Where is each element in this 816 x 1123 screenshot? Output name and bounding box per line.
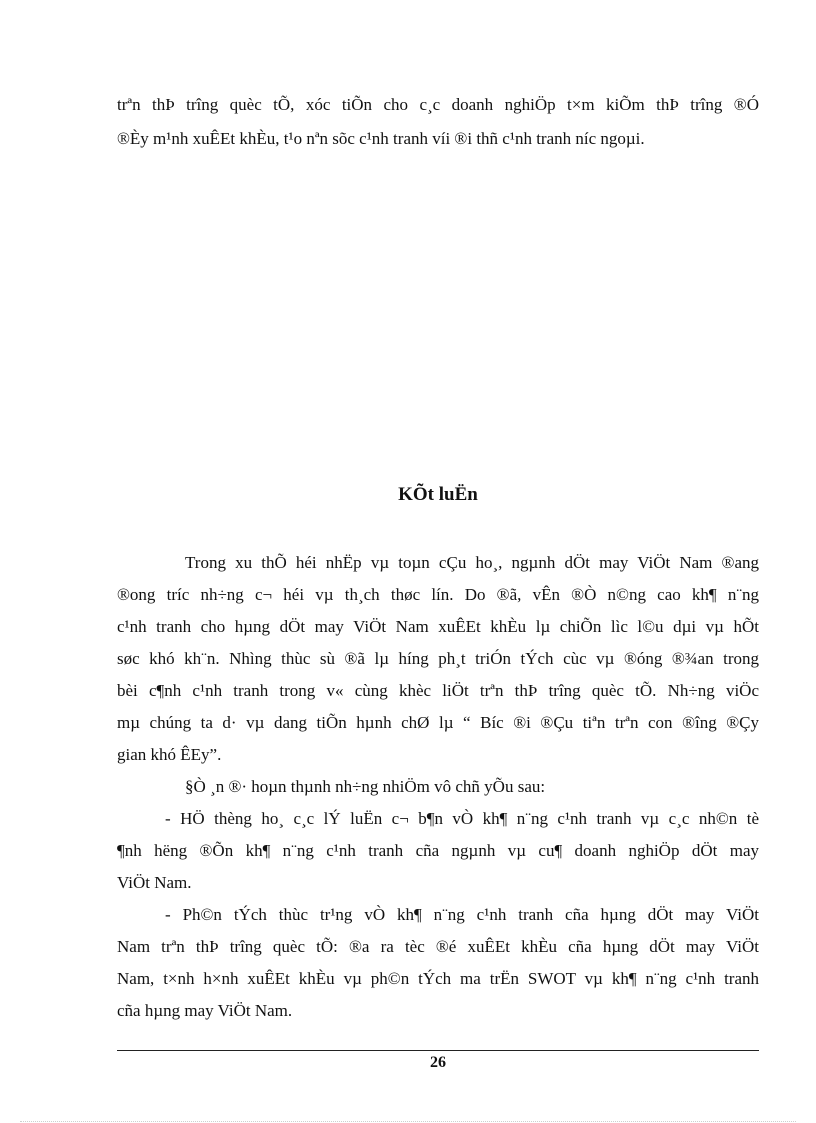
body-text-line: c¹nh tranh cho hµng dÖt may ViÖt Nam xuÊEt khÈu lµ chiÕn lìc l©u dµi vµ hÕt [117, 617, 759, 636]
list-item-line: ViÖt Nam. [117, 873, 192, 892]
section-heading: KÕt luËn [398, 484, 478, 505]
list-item-line: Nam trªn thÞ trîng quèc tÕ: ®a ra tèc ®é xuÊEt khÈu cña hµng dÖt may ViÖt [117, 937, 759, 956]
body-text-line: ®ong tríc nh÷ng c¬ héi vµ th¸ch thøc lín. Do ®ã, vÊn ®Ò n©ng cao kh¶ n¨ng [117, 585, 759, 604]
body-text-line: Trong xu thÕ héi nhËp vµ toµn cÇu ho¸, ngµnh dÖt may ViÖt Nam ®ang [185, 553, 759, 572]
list-item-line: - Ph©n tÝch thùc tr¹ng vÒ kh¶ n¨ng c¹nh tranh cña hµng dÖt may ViÖt [165, 905, 759, 924]
body-text-line: søc khó kh¨n. Nhìng thùc sù ®ã lµ híng ph¸t triÓn tÝch cùc vµ ®óng ®¾an trong [117, 649, 759, 668]
list-item-line: cña hµng may ViÖt Nam. [117, 1001, 293, 1020]
footer-divider [117, 1050, 759, 1051]
list-item-line: - HÖ thèng ho¸ c¸c lÝ luËn c¬ b¶n vÒ kh¶ n¨ng c¹nh tranh vµ c¸c nh©n tè [165, 809, 759, 828]
body-text-line: gian khó ÊEy”. [117, 745, 222, 764]
body-text-line: bèi c¶nh c¹nh tranh trong v« cùng khèc liÖt trªn thÞ trîng quèc tÕ. Nh÷ng viÖc [117, 681, 759, 700]
page-edge-divider [20, 1121, 796, 1122]
body-text-line: mµ chúng ta d· vµ dang tiÕn hµnh chØ lµ “ Bíc ®i ®Çu tiªn trªn con ®îng ®Çy [117, 713, 759, 732]
body-text-line: §Ò ¸n ®· hoµn thµnh nh÷ng nhiÖm vô chñ yÕu sau: [185, 777, 546, 796]
body-text-line: ®Èy m¹nh xuÊEt khÈu, t¹o nªn sõc c¹nh tranh víi ®i thñ c¹nh tranh níc ngoµi. [117, 129, 645, 148]
body-text-line: trªn thÞ trîng quèc tÕ, xóc tiÕn cho c¸c doanh nghiÖp t×m kiÕm thÞ trîng ®Ó [117, 95, 759, 114]
list-item-line: ¶nh hëng ®Õn kh¶ n¨ng c¹nh tranh cña ngµnh vµ cu¶ doanh nghiÖp dÖt may [117, 841, 759, 860]
list-item-line: Nam, t×nh h×nh xuÊEt khÈu vµ ph©n tÝch ma trËn SWOT vµ kh¶ n¨ng c¹nh tranh [117, 969, 759, 988]
page-number: 26 [430, 1054, 446, 1071]
